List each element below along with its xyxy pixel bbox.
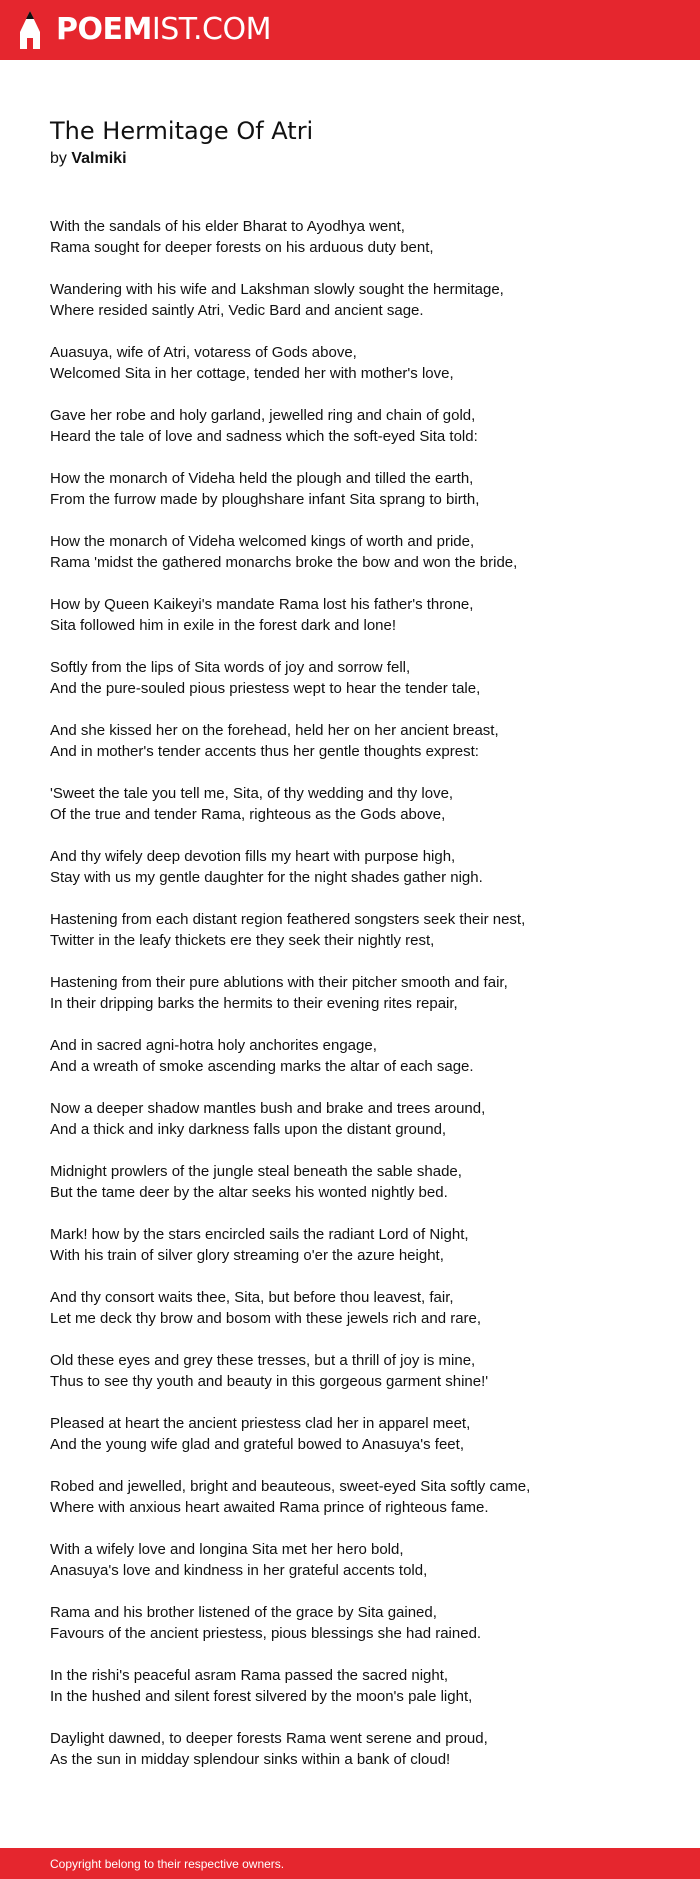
poem-stanza: [50, 1287, 660, 1329]
poem-line: Hastening from each distant region feathered songsters seek their nest,: [50, 911, 526, 928]
poem-line: Midnight prowlers of the jungle steal beneath the sable shade,: [50, 1163, 462, 1180]
poem-line: How the monarch of Videha welcomed kings of worth and pride,: [50, 533, 475, 550]
poem-line: Auasuya, wife of Atri, votaress of Gods above,: [50, 344, 357, 361]
poem-line: And she kissed her on the forehead, held her on her ancient breast,: [50, 722, 499, 739]
poem-line: Sita followed him in exile in the forest dark and lone!: [50, 617, 397, 634]
poem-line: And the young wife glad and grateful bowed to Anasuya's feet,: [50, 1436, 464, 1453]
poem-stanza: [50, 531, 660, 573]
poem-stanza: [50, 1098, 660, 1140]
site-footer: [0, 1848, 700, 1879]
poem-line: Welcomed Sita in her cottage, tended her with mother's love,: [50, 365, 454, 382]
poem-stanza: [50, 279, 660, 321]
poem-line: Gave her robe and holy garland, jewelled ring and chain of gold,: [50, 407, 476, 424]
poem-line: Thus to see thy youth and beauty in this gorgeous garment shine!': [50, 1373, 489, 1390]
poem-line: Of the true and tender Rama, righteous as the Gods above,: [50, 806, 446, 823]
poem-stanza: [50, 1476, 660, 1518]
poem-line: And a thick and inky darkness falls upon the distant ground,: [50, 1121, 447, 1138]
logo-wordmark: [56, 12, 271, 47]
poem-line: With a wifely love and longina Sita met her hero bold,: [50, 1541, 404, 1558]
poem-stanza: [50, 1665, 660, 1707]
poem-title: The Hermitage Of Atri: [50, 117, 314, 145]
poem-stanza: [50, 1602, 660, 1644]
poem-line: 'Sweet the tale you tell me, Sita, of thy wedding and thy love,: [50, 785, 454, 802]
author-name[interactable]: Valmiki: [71, 150, 127, 167]
poem-stanza: [50, 468, 660, 510]
poem-line: Wandering with his wife and Lakshman slowly sought the hermitage,: [50, 281, 504, 298]
poem-stanza: [50, 1224, 660, 1266]
poem-line: With his train of silver glory streaming o'er the azure height,: [50, 1247, 444, 1264]
poem-line: From the furrow made by ploughshare infant Sita sprang to birth,: [50, 491, 480, 508]
poem-line: And thy wifely deep devotion fills my heart with purpose high,: [50, 848, 456, 865]
poem-body: [50, 216, 660, 1770]
poem-line: And in sacred agni-hotra holy anchorites engage,: [50, 1037, 377, 1054]
poem-line: Now a deeper shadow mantles bush and brake and trees around,: [50, 1100, 486, 1117]
site-logo[interactable]: [18, 10, 271, 50]
poem-stanza: [50, 783, 660, 825]
poem-line: Pleased at heart the ancient priestess clad her in apparel meet,: [50, 1415, 471, 1432]
poem-line: How by Queen Kaikeyi's mandate Rama lost his father's throne,: [50, 596, 474, 613]
poem-line: Mark! how by the stars encircled sails the radiant Lord of Night,: [50, 1226, 469, 1243]
poem-line: Heard the tale of love and sadness which the soft-eyed Sita told:: [50, 428, 478, 445]
poem-line: Softly from the lips of Sita words of joy and sorrow fell,: [50, 659, 411, 676]
poem-line: And the pure-souled pious priestess wept to hear the tender tale,: [50, 680, 481, 697]
poem-line: Twitter in the leafy thickets ere they seek their nightly rest,: [50, 932, 435, 949]
poem-line: Hastening from their pure ablutions with their pitcher smooth and fair,: [50, 974, 508, 991]
poem-stanza: [50, 657, 660, 699]
poem-line: But the tame deer by the altar seeks his wonted nightly bed.: [50, 1184, 448, 1201]
poem-line: Old these eyes and grey these tresses, but a thrill of joy is mine,: [50, 1352, 476, 1369]
poem-line: As the sun in midday splendour sinks within a bank of cloud!: [50, 1751, 451, 1768]
poem-stanza: [50, 972, 660, 1014]
poem-line: Robed and jewelled, bright and beauteous, sweet-eyed Sita softly came,: [50, 1478, 531, 1495]
poem-line: Let me deck thy brow and bosom with these jewels rich and rare,: [50, 1310, 482, 1327]
poem-line: And a wreath of smoke ascending marks the altar of each sage.: [50, 1058, 474, 1075]
poem-line: Daylight dawned, to deeper forests Rama went serene and proud,: [50, 1730, 488, 1747]
poem-line: Where with anxious heart awaited Rama prince of righteous fame.: [50, 1499, 489, 1516]
site-header: [0, 0, 700, 60]
by-label: by: [50, 150, 67, 167]
poem-line: Rama 'midst the gathered monarchs broke the bow and won the bride,: [50, 554, 518, 571]
poem-line: Favours of the ancient priestess, pious blessings she had rained.: [50, 1625, 482, 1642]
poem-stanza: [50, 1413, 660, 1455]
poem-content: [50, 116, 660, 1791]
pencil-icon: [18, 10, 42, 50]
poem-stanza: [50, 720, 660, 762]
poem-line: In the rishi's peaceful asram Rama passed the sacred night,: [50, 1667, 449, 1684]
poem-stanza: [50, 405, 660, 447]
poem-stanza: [50, 594, 660, 636]
byline: [50, 148, 660, 170]
poem-line: And in mother's tender accents thus her gentle thoughts exprest:: [50, 743, 479, 760]
poem-stanza: [50, 1161, 660, 1203]
poem-line: Rama sought for deeper forests on his arduous duty bent,: [50, 239, 434, 256]
poem-stanza: [50, 1035, 660, 1077]
poem-stanza: [50, 846, 660, 888]
poem-stanza: [50, 216, 660, 258]
poem-stanza: [50, 1539, 660, 1581]
poem-line: In the hushed and silent forest silvered by the moon's pale light,: [50, 1688, 473, 1705]
logo-wordmark-light: IST.COM: [151, 12, 271, 47]
poem-stanza: [50, 1728, 660, 1770]
poem-stanza: [50, 909, 660, 951]
poem-line: In their dripping barks the hermits to their evening rites repair,: [50, 995, 458, 1012]
poem-line: Anasuya's love and kindness in her grateful accents told,: [50, 1562, 428, 1579]
poem-line: With the sandals of his elder Bharat to Ayodhya went,: [50, 218, 405, 235]
logo-wordmark-bold: POEM: [56, 12, 152, 47]
copyright-text: Copyright belong to their respective owners.: [50, 1856, 285, 1871]
poem-line: And thy consort waits thee, Sita, but before thou leavest, fair,: [50, 1289, 454, 1306]
poem-line: Where resided saintly Atri, Vedic Bard and ancient sage.: [50, 302, 424, 319]
poem-line: Stay with us my gentle daughter for the night shades gather nigh.: [50, 869, 483, 886]
poem-line: Rama and his brother listened of the grace by Sita gained,: [50, 1604, 437, 1621]
poem-stanza: [50, 342, 660, 384]
poem-stanza: [50, 1350, 660, 1392]
poem-line: How the monarch of Videha held the plough and tilled the earth,: [50, 470, 474, 487]
